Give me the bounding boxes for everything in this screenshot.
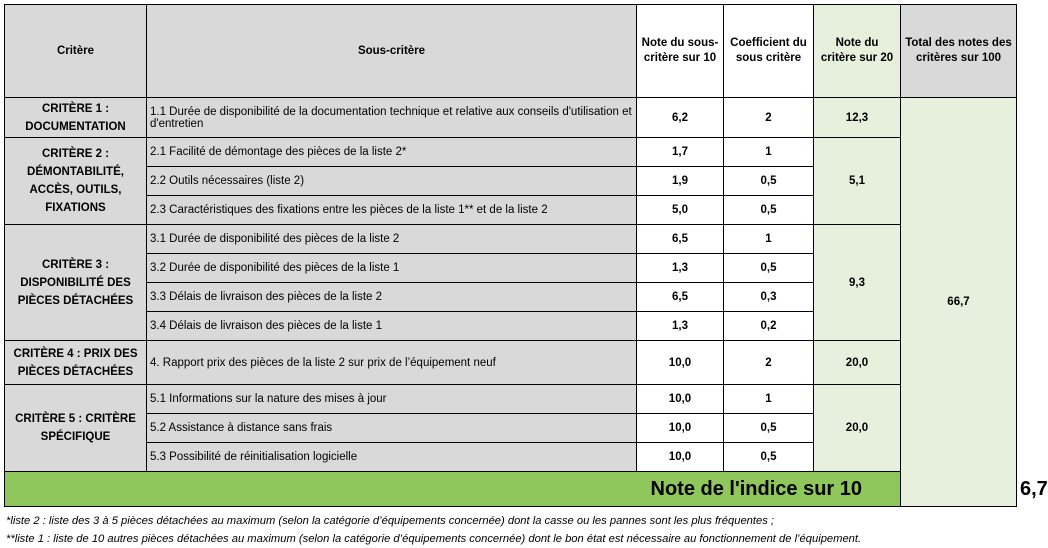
criterion-3-score: 9,3 <box>814 225 901 341</box>
subcriterion-5-3: 5.3 Possibilité de réinitialisation logicielle <box>147 443 637 472</box>
total-score: 66,7 <box>901 98 1017 507</box>
subcriterion-1-1: 1.1 Durée de disponibilité de la documentation technique et relative aux conseils d'utilisation et d'entretien <box>147 98 637 138</box>
subcriterion-5-2-note: 10,0 <box>637 414 724 443</box>
subcriterion-3-1: 3.1 Durée de disponibilité des pièces de la liste 2 <box>147 225 637 254</box>
subcriterion-3-4: 3.4 Délais de livraison des pièces de la liste 1 <box>147 312 637 341</box>
subcriterion-3-3-coef: 0,3 <box>724 283 814 312</box>
subcriterion-5-3-coef: 0,5 <box>724 443 814 472</box>
criterion-2-score: 5,1 <box>814 138 901 225</box>
table-row <box>5 341 1017 385</box>
header-coefficient: Coefficient du sous critère <box>724 5 814 98</box>
subcriterion-2-1: 2.1 Facilité de démontage des pièces de la liste 2* <box>147 138 637 167</box>
final-score-row: Note de l'indice sur 10 6,7 <box>5 472 1017 507</box>
header-sous-critere: Sous-critère <box>147 5 637 98</box>
table-row <box>5 225 1017 254</box>
criterion-1-label: CRITÈRE 1 : DOCUMENTATION <box>5 98 147 138</box>
subcriterion-4: 4. Rapport prix des pièces de la liste 2 sur prix de l’équipement neuf <box>147 341 637 385</box>
subcriterion-5-2: 5.2 Assistance à distance sans frais <box>147 414 637 443</box>
footnotes <box>6 512 861 548</box>
criterion-4-label: CRITÈRE 4 : PRIX DES PIÈCES DÉTACHÉES <box>5 341 147 385</box>
subcriterion-3-3-note: 6,5 <box>637 283 724 312</box>
criterion-2-label: CRITÈRE 2 : DÉMONTABILITÉ, ACCÈS, OUTILS, FIXATIONS <box>5 138 147 225</box>
subcriterion-2-2: 2.2 Outils nécessaires (liste 2) <box>147 167 637 196</box>
header-total: Total des notes des critères sur 100 <box>901 5 1017 98</box>
subcriterion-4-coef: 2 <box>724 341 814 385</box>
subcriterion-3-4-coef: 0,2 <box>724 312 814 341</box>
subcriterion-3-1-coef: 1 <box>724 225 814 254</box>
table-row <box>5 385 1017 414</box>
header-critere: Critère <box>5 5 147 98</box>
header-note-critere: Note du critère sur 20 <box>814 5 901 98</box>
criterion-1-score: 12,3 <box>814 98 901 138</box>
subcriterion-1-1-note: 6,2 <box>637 98 724 138</box>
subcriterion-2-2-note: 1,9 <box>637 167 724 196</box>
subcriterion-5-1: 5.1 Informations sur la nature des mises à jour <box>147 385 637 414</box>
subcriterion-1-1-coef: 2 <box>724 98 814 138</box>
final-score-label: Note de l'indice sur 10 <box>5 472 901 507</box>
subcriterion-5-3-note: 10,0 <box>637 443 724 472</box>
criterion-3-label: CRITÈRE 3 : DISPONIBILITÉ DES PIÈCES DÉTACHÉES <box>5 225 147 341</box>
subcriterion-2-1-coef: 1 <box>724 138 814 167</box>
footnote-liste-2: *liste 2 : liste des 3 à 5 pièces détachées au maximum (selon la catégorie d’équipements concernée) dont la casse ou les pannes sont les plus fréquentes ; <box>6 515 775 527</box>
subcriterion-3-2-coef: 0,5 <box>724 254 814 283</box>
repairability-table <box>4 4 1048 507</box>
subcriterion-5-1-coef: 1 <box>724 385 814 414</box>
subcriterion-2-3: 2.3 Caractéristiques des fixations entre les pièces de la liste 1** et de la liste 2 <box>147 196 637 225</box>
criterion-5-label: CRITÈRE 5 : CRITÈRE SPÉCIFIQUE <box>5 385 147 472</box>
header-row <box>5 5 1017 98</box>
subcriterion-2-2-coef: 0,5 <box>724 167 814 196</box>
subcriterion-2-3-note: 5,0 <box>637 196 724 225</box>
table-row <box>5 138 1017 167</box>
subcriterion-2-3-coef: 0,5 <box>724 196 814 225</box>
criterion-4-score: 20,0 <box>814 341 901 385</box>
subcriterion-4-note: 10,0 <box>637 341 724 385</box>
header-note-sous-critere: Note du sous-critère sur 10 <box>637 5 724 98</box>
subcriterion-3-2-note: 1,3 <box>637 254 724 283</box>
subcriterion-5-2-coef: 0,5 <box>724 414 814 443</box>
criterion-5-score: 20,0 <box>814 385 901 472</box>
table-row <box>5 98 1017 138</box>
footnote-liste-1: **liste 1 : liste de 10 autres pièces détachées au maximum (selon la catégorie d’équipements concernée) dont le bon état est nécessaire au fonctionnement de l’équipement. <box>6 533 862 545</box>
subcriterion-3-1-note: 6,5 <box>637 225 724 254</box>
subcriterion-3-2: 3.2 Durée de disponibilité des pièces de la liste 1 <box>147 254 637 283</box>
subcriterion-5-1-note: 10,0 <box>637 385 724 414</box>
subcriterion-2-1-note: 1,7 <box>637 138 724 167</box>
subcriterion-3-3: 3.3 Délais de livraison des pièces de la liste 2 <box>147 283 637 312</box>
subcriterion-3-4-note: 1,3 <box>637 312 724 341</box>
